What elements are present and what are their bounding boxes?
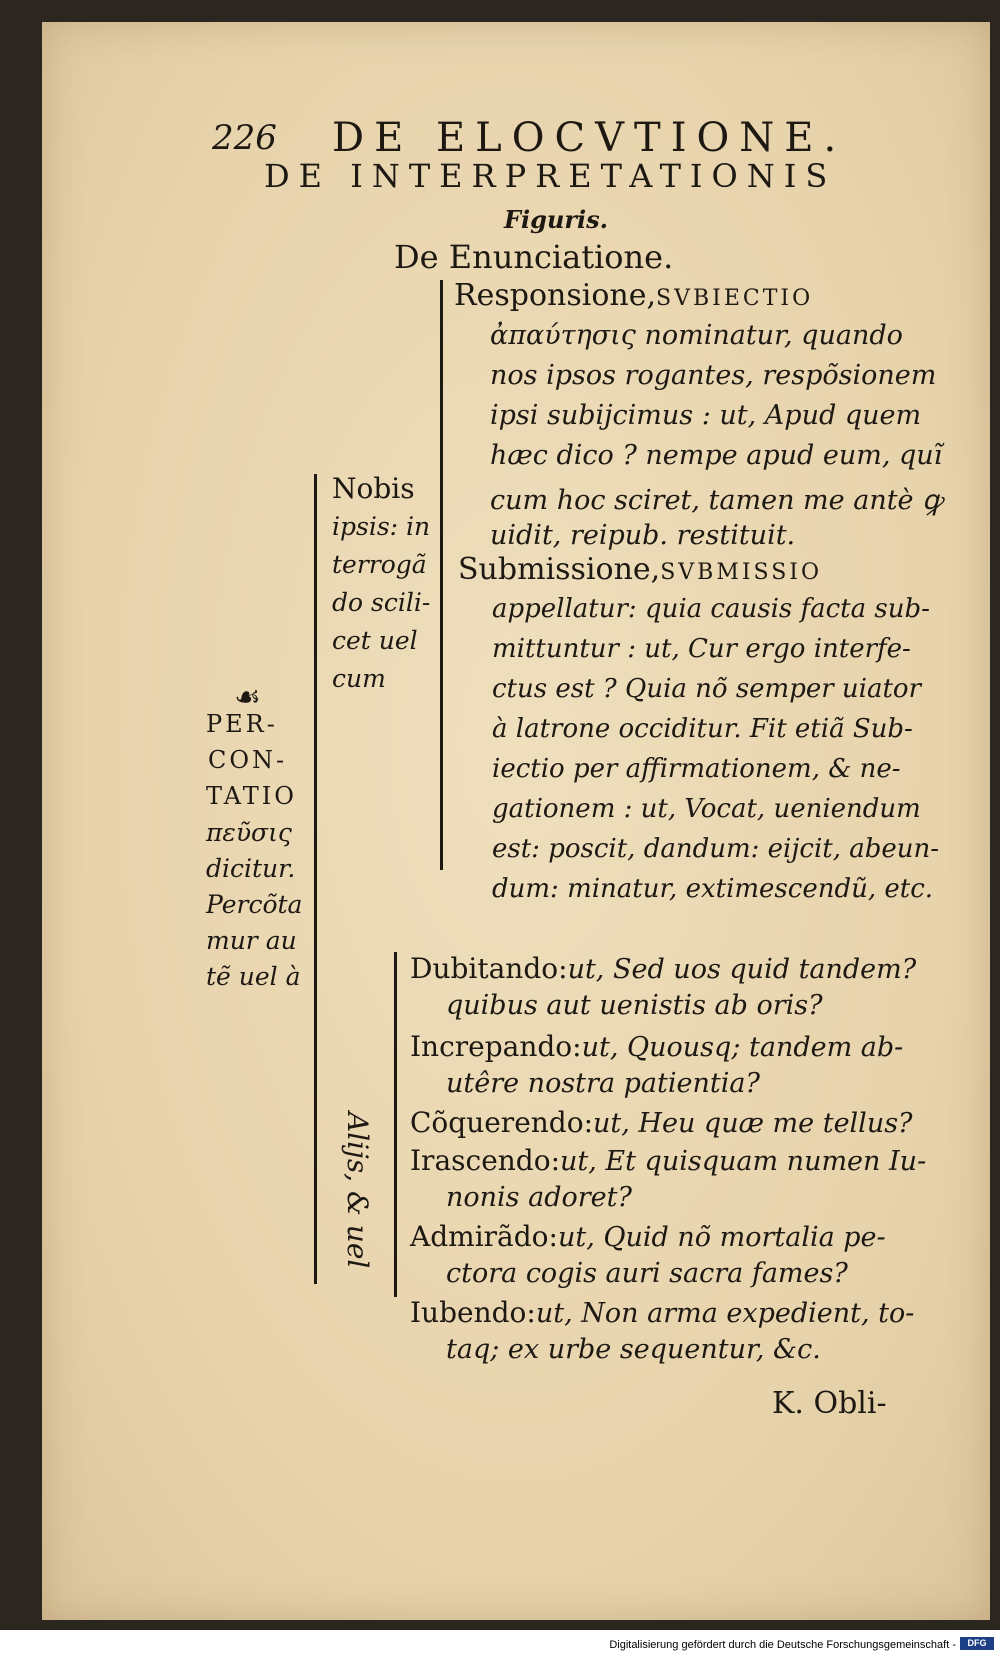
middle-col-line: cet uel	[332, 626, 418, 655]
dfg-logo: DFG	[960, 1637, 994, 1650]
section-title-2: Figuris.	[504, 205, 609, 234]
lower-line	[410, 952, 916, 985]
upper-line: est: poscit, dandum: eijcit, abeun-	[492, 834, 940, 864]
running-title: DE ELOCVTIONE.	[332, 115, 847, 161]
term-lead: Submissione,	[458, 552, 661, 587]
page-number: 226	[212, 118, 277, 158]
left-col-line: mur au	[206, 926, 297, 955]
digitization-footer	[0, 1630, 1000, 1659]
left-col-line: πεῦσις	[206, 818, 292, 847]
lower-line	[410, 1106, 913, 1139]
lower-lead: Cõquerendo:	[410, 1106, 594, 1139]
subsection-title: De Enunciatione.	[394, 238, 674, 276]
upper-line: appellatur: quia causis facta sub-	[492, 594, 930, 624]
lower-brace	[394, 952, 397, 1297]
pilcrow-mark: ☙	[234, 680, 261, 715]
footer-text: Digitalisierung gefördert durch die Deutsche Forschungsgemeinschaft -	[609, 1639, 956, 1651]
middle-col-line: cum	[332, 664, 386, 693]
upper-line: ἀπαύτησις nominatur, quando	[490, 320, 903, 351]
section-title: DE INTERPRETATIONIS	[264, 157, 837, 195]
term-lead: Responsione,	[454, 278, 656, 313]
left-col-line: PER-	[206, 710, 278, 738]
left-col-line: tẽ uel à	[206, 962, 301, 991]
lower-line: quibus aut uenistis ab oris?	[446, 990, 823, 1021]
upper-line: uidit, reipub. restituit.	[490, 520, 796, 551]
outer-brace	[314, 474, 317, 1284]
upper-line-head	[454, 278, 813, 313]
lower-line: taq; ex urbe sequentur, &c.	[446, 1334, 821, 1365]
upper-line-head	[458, 552, 822, 587]
upper-line: à latrone occiditur. Fit etiã Sub-	[492, 714, 913, 744]
lower-rest: ut, Et quisquam numen Iu-	[560, 1146, 927, 1177]
upper-line: nos ipsos rogantes, respõsionem	[490, 360, 937, 391]
upper-line: hæc dico ? nempe apud eum, quĩ	[490, 440, 943, 471]
lower-line: nonis adoret?	[446, 1182, 632, 1213]
lower-rest: ut, Non arma expedient, to-	[535, 1298, 915, 1329]
upper-brace	[440, 280, 443, 870]
middle-col-line: do scili-	[332, 588, 431, 617]
upper-line: mittuntur : ut, Cur ergo interfe-	[492, 634, 911, 664]
lower-lead: Increpando:	[410, 1030, 582, 1063]
upper-line: iectio per affirmationem, & ne-	[492, 754, 901, 784]
lower-rest: ut, Sed uos quid tandem?	[567, 954, 917, 985]
upper-line: gationem : ut, Vocat, ueniendum	[492, 794, 921, 824]
upper-line: ipsi subijcimus : ut, Apud quem	[490, 400, 922, 431]
lower-line: utêre nostra patientia?	[446, 1068, 760, 1099]
lower-lead: Iubendo:	[410, 1296, 536, 1329]
term-caps: SVBIECTIO	[656, 286, 814, 311]
lower-rest: ut, Heu quæ me tellus?	[593, 1108, 913, 1139]
lower-lead: Irascendo:	[410, 1144, 561, 1177]
upper-line: cum hoc sciret, tamen me antè ꝙ	[490, 485, 943, 516]
lower-line	[410, 1144, 926, 1177]
left-col-line: Percõta	[206, 890, 303, 919]
left-col-line: TATIO	[206, 782, 297, 810]
middle-col-line: ipsis: in	[332, 512, 431, 541]
left-col-line: CON-	[208, 746, 288, 774]
lower-line	[410, 1296, 914, 1329]
lower-line	[410, 1030, 903, 1063]
lower-lead: Dubitando:	[410, 952, 568, 985]
lower-lead: Admirãdo:	[410, 1220, 558, 1253]
catchword: K. Obli-	[772, 1386, 887, 1421]
lower-rest: ut, Quousq; tandem ab-	[581, 1032, 904, 1063]
lower-line: ctora cogis auri sacra fames?	[446, 1258, 848, 1289]
term-caps: SVBMISSIO	[660, 560, 823, 585]
book-page	[42, 22, 990, 1620]
vertical-label: Alijs, & uel	[341, 1112, 374, 1269]
middle-col-line: Nobis	[332, 472, 415, 505]
middle-col-line: terrogã	[332, 550, 427, 579]
upper-line: ctus est ? Quia nõ semper uiator	[492, 674, 922, 704]
left-col-line: dicitur.	[206, 854, 296, 883]
lower-line	[410, 1220, 886, 1253]
upper-line: dum: minatur, extimescendũ, etc.	[492, 874, 934, 904]
lower-rest: ut, Quid nõ mortalia pe-	[557, 1222, 886, 1253]
